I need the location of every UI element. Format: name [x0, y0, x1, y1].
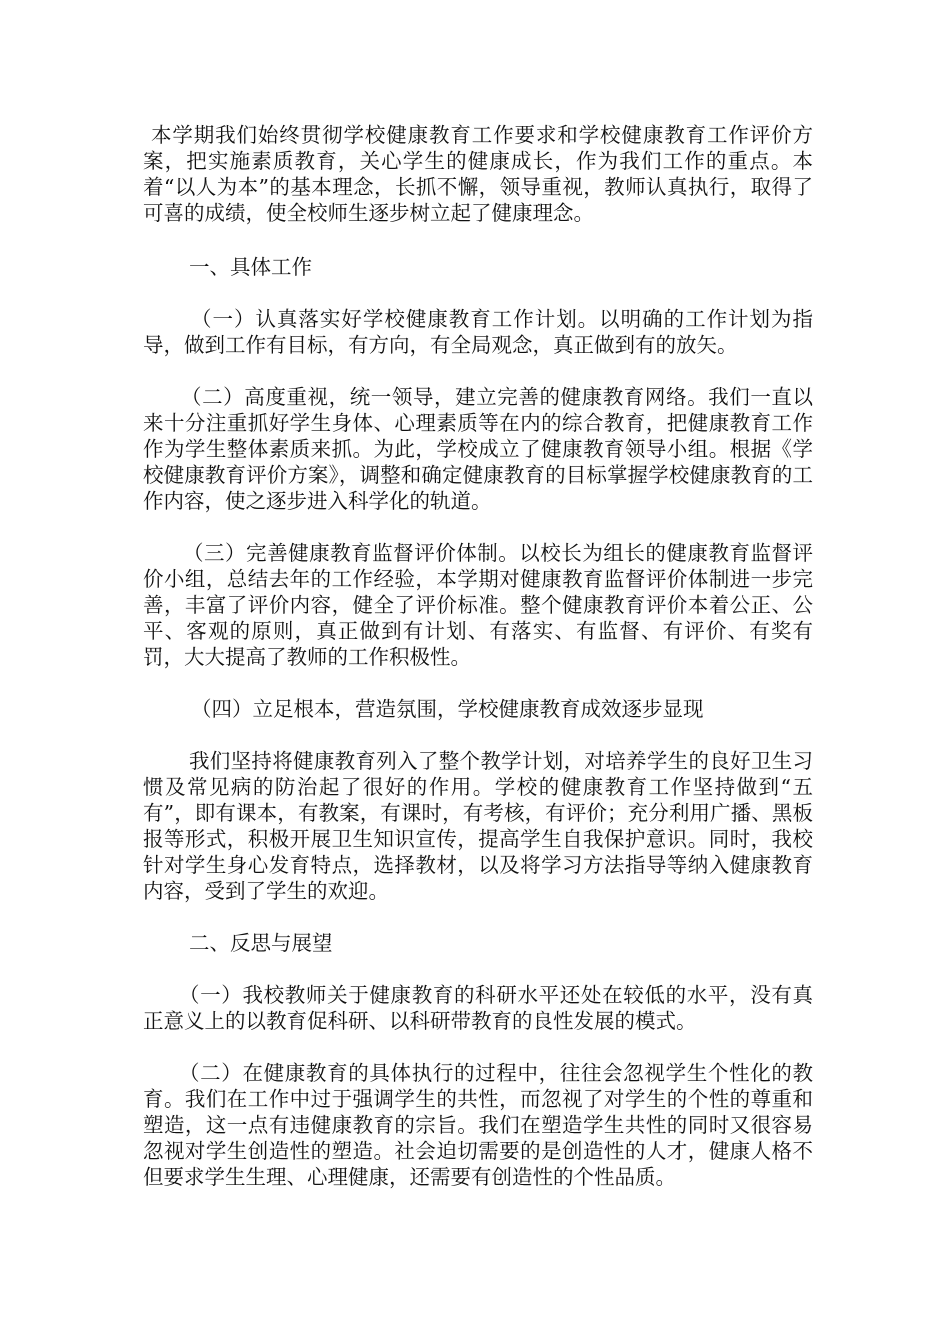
subsection-paragraph-1: （一）认真落实好学校健康教育工作计划。以明确的工作计划为指导，做到工作有目标，有方向，有全局观念，真正做到有的放矢。 — [143, 307, 813, 357]
subsection-paragraph-4: （四）立足根本，营造氛围，学校健康教育成效逐步显现 — [191, 697, 704, 721]
body-paragraph: 我们坚持将健康教育列入了整个教学计划，对培养学生的良好卫生习惯及常见病的防治起了很好的作用。学校的健康教育工作坚持做到“五有”，即有课本，有教案，有课时，有考核，有评价；充分利用广播、黑板报等形式，积极开展卫生知识宣传，提高学生自我保护意识。同时，我校针对学生身心发育特点，选择教材，以及将学习方法指导等纳入健康教育内容，受到了学生的欢迎。 — [143, 749, 813, 903]
intro-paragraph: 本学期我们始终贯彻学校健康教育工作要求和学校健康教育工作评价方案，把实施素质教育，关心学生的健康成长，作为我们工作的重点。本着“以人为本”的基本理念，长抓不懈，领导重视，教师认真执行，取得了可喜的成绩，使全校师生逐步树立起了健康理念。 — [143, 123, 813, 225]
section-heading-reflection: 二、反思与展望 — [189, 931, 333, 955]
subsection-paragraph-3: （三）完善健康教育监督评价体制。以校长为组长的健康教育监督评价小组，总结去年的工作经验，本学期对健康教育监督评价体制进一步完善，丰富了评价内容，健全了评价标准。整个健康教育评价本着公正、公平、客观的原则，真正做到有计划、有落实、有监督、有评价、有奖有罚，大大提高了教师的工作积极性。 — [143, 541, 813, 669]
section-heading-specific-work: 一、具体工作 — [189, 255, 312, 279]
reflection-paragraph-1: （一）我校教师关于健康教育的科研水平还处在较低的水平，没有真正意义上的以教育促科研、以科研带教育的良性发展的模式。 — [143, 983, 813, 1033]
document-page — [143, 122, 813, 1190]
subsection-paragraph-2: （二）高度重视，统一领导，建立完善的健康教育网络。我们一直以来十分注重抓好学生身体、心理素质等在内的综合教育，把健康教育工作作为学生整体素质来抓。为此，学校成立了健康教育领导小组。根据《学校健康教育评价方案》，调整和确定健康教育的目标掌握学校健康教育的工作内容，使之逐步进入科学化的轨道。 — [143, 385, 813, 513]
reflection-paragraph-2: （二）在健康教育的具体执行的过程中，往往会忽视学生个性化的教育。我们在工作中过于强调学生的共性，而忽视了对学生的个性的尊重和塑造，这一点有违健康教育的宗旨。我们在塑造学生共性的同时又很容易忽视对学生创造性的塑造。社会迫切需要的是创造性的人才，健康人格不但要求学生生理、心理健康，还需要有创造性的个性品质。 — [143, 1061, 813, 1189]
